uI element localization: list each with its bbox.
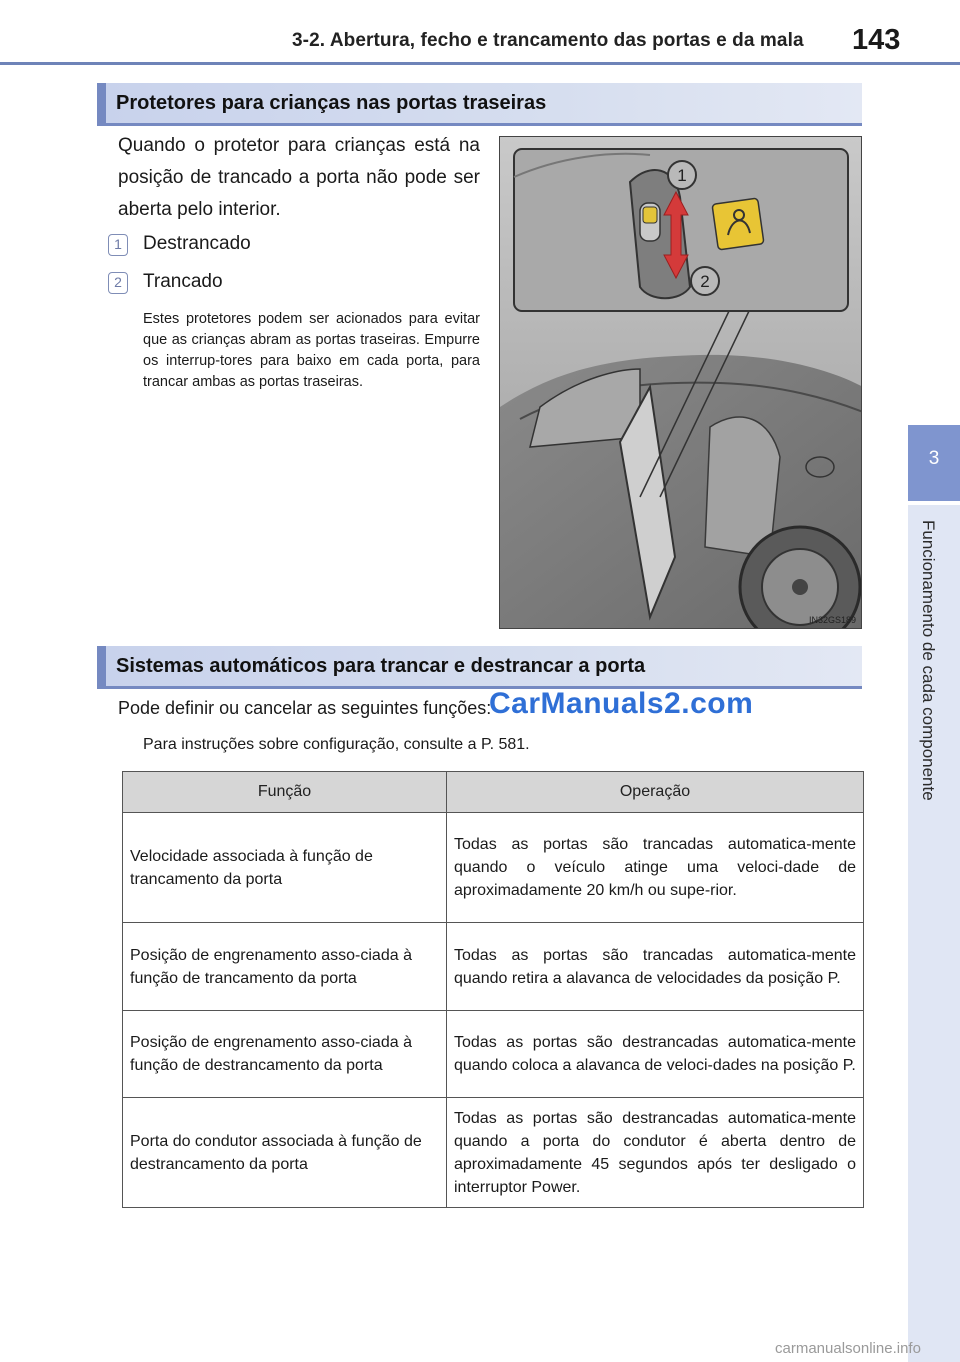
- watermark-logo: CarManuals2.com: [489, 687, 754, 720]
- cell-funcao: Posição de engrenamento asso-ciada à função de trancamento da porta: [123, 923, 447, 1011]
- figure-code: IN32GS189: [808, 615, 856, 625]
- column-header-funcao: Função: [123, 772, 447, 813]
- note-paragraph: Estes protetores podem ser acionados para evitar que as crianças abram as portas traseiras. Empurre os interrup-tores para baixo em cada porta, para trancar ambas as portas traseiras.: [143, 311, 480, 390]
- table-row: [123, 1011, 864, 1098]
- chapter-label: Funcionamento de cada componente: [919, 520, 938, 801]
- cell-operacao: Todas as portas são trancadas automatica-mente quando retira a alavanca de velocidades da posição P.: [447, 923, 864, 1011]
- child-lock-illustration: [499, 136, 862, 629]
- section2-intro: Pode definir ou cancelar as seguintes funções:: [118, 698, 492, 718]
- cell-operacao: Todas as portas são destrancadas automatica-mente quando coloca a alavanca de veloci-dades na posição P.: [447, 1011, 864, 1098]
- functions-table: [122, 771, 864, 1208]
- page-number: 143: [852, 24, 901, 56]
- cell-funcao: Posição de engrenamento asso-ciada à função de destrancamento da porta: [123, 1011, 447, 1098]
- table-row: [123, 813, 864, 923]
- section-heading-stripe: [97, 646, 106, 689]
- item-unlocked-label: Destrancado: [143, 233, 251, 254]
- cell-funcao: Velocidade associada à função de trancamento da porta: [123, 813, 447, 923]
- column-header-operacao: Operação: [447, 772, 864, 813]
- section-heading: Sistemas automáticos para trancar e destrancar a porta: [116, 655, 646, 677]
- table-row: [123, 923, 864, 1011]
- chapter-number: 3: [928, 448, 940, 469]
- table-row: [123, 1098, 864, 1208]
- number-1-icon: 1: [108, 234, 128, 256]
- footer-watermark: carmanualsonline.info: [775, 1340, 921, 1357]
- section-heading: Protetores para crianças nas portas traseiras: [116, 92, 547, 114]
- section2-note: Para instruções sobre configuração, consulte a P. 581.: [143, 736, 530, 753]
- number-2-icon: 2: [108, 272, 128, 294]
- section-heading-stripe: [97, 83, 106, 126]
- intro-paragraph: Quando o protetor para crianças está na posição de trancado a porta não pode ser aberta pelo interior.: [118, 135, 480, 220]
- item-locked-label: Trancado: [143, 271, 223, 292]
- table-header-row: [123, 772, 864, 813]
- running-header: 3-2. Abertura, fecho e trancamento das portas e da mala: [292, 30, 804, 51]
- header-rule: [0, 62, 960, 65]
- callout-2: 2: [700, 272, 710, 291]
- callout-1: 1: [677, 166, 687, 185]
- cell-operacao: Todas as portas são destrancadas automatica-mente quando a porta do condutor é aberta dentro de aproximadamente 45 segundos após ter desligado o interruptor Power.: [447, 1098, 864, 1208]
- cell-operacao: Todas as portas são trancadas automatica-mente quando o veículo atinge uma veloci-dade de aproximadamente 20 km/h ou supe-rior.: [447, 813, 864, 923]
- car-door-drawing: [500, 137, 862, 629]
- cell-funcao: Porta do condutor associada à função de destrancamento da porta: [123, 1098, 447, 1208]
